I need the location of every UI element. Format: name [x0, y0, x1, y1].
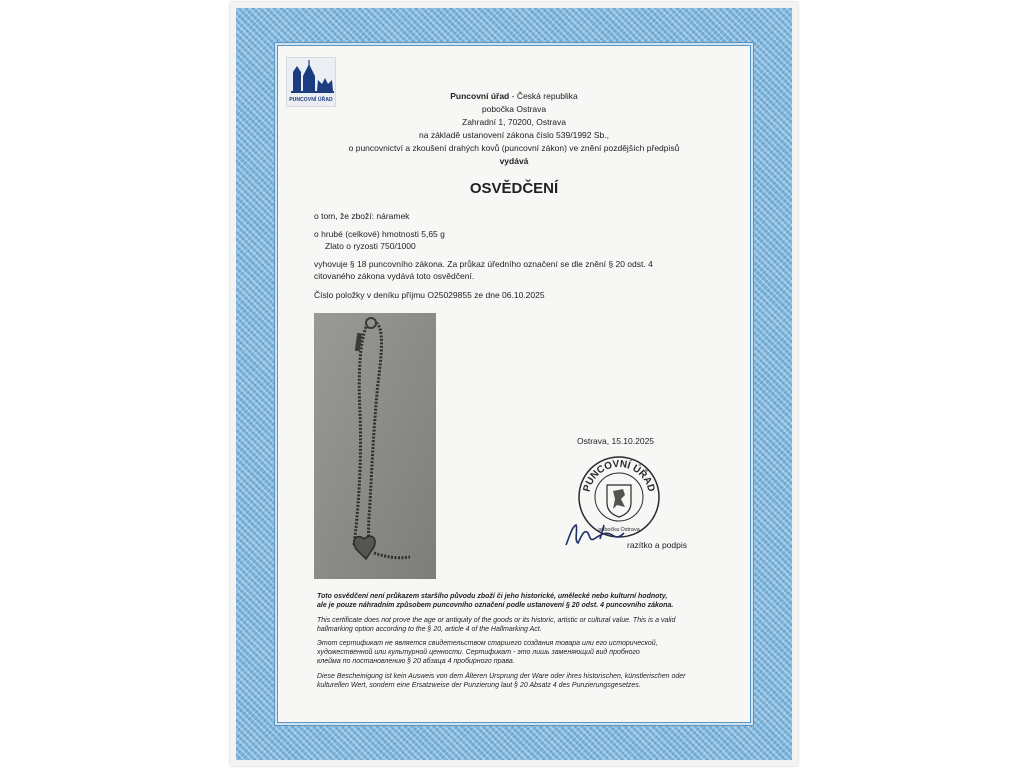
goods-line: o tom, že zboží: náramek — [314, 211, 410, 221]
bracelet-icon — [314, 313, 436, 579]
disclaimer-ru-line3: клейма по постановлению § 20 абзаца 4 пробирного права. — [317, 658, 515, 665]
branch-name: pobočka Ostrava — [481, 104, 547, 114]
disclaimer-de-line2: kulturellen Wert, sondern eine Ersatzweise der Punzierung laut § 20 Absatz 4 des Punzierungsgesetzes. — [317, 682, 641, 689]
legal-basis-line2: o puncovnictví a zkoušení drahých kovů (puncovní zákon) ve znění pozdějších předpisů — [348, 143, 680, 153]
svg-text:PUNCOVNÍ ÚŘAD — [581, 458, 656, 493]
legal-basis-line1: na základě ustanovení zákona číslo 539/1992 Sb., — [419, 130, 609, 140]
item-number-line: Číslo položky v deníku příjmu O25029855 ze dne 06.10.2025 — [314, 290, 545, 300]
place-and-date: Ostrava, 15.10.2025 — [577, 436, 655, 446]
issuer-header — [277, 90, 751, 168]
branch-address: Zahradní 1, 70200, Ostrava — [462, 117, 566, 127]
disclaimer-de-line1: Diese Bescheinigung ist kein Ausweis von dem Älteren Ursprung der Ware oder ihres historischen, künstlerischen oder — [317, 673, 686, 680]
issues-label: vydává — [499, 156, 529, 166]
compliance-line2: citovaného zákona vydává toto osvědčení. — [314, 271, 475, 281]
logo-caption: PUNCOVNÍ ÚŘAD — [289, 97, 333, 103]
weight-line: o hrubé (celkové) hmotnosti 5,65 g — [314, 229, 445, 239]
disclaimer-cz-line2: ale je pouze náhradním způsobem puncovního označení podle ustanovení § 20 odst. 4 puncovního zákona. — [317, 602, 674, 609]
metal-line: Zlato o ryzosti 750/1000 — [325, 241, 416, 251]
stamp-bottom-text: pobočka Ostrava — [598, 527, 640, 533]
certificate-content — [277, 45, 751, 723]
disclaimer-cz-line1: Toto osvědčení není průkazem staršího původu zboží či jeho historické, umělecké nebo kulturní hodnoty, — [317, 593, 668, 600]
bracelet-photo — [314, 313, 436, 579]
office-country: - Česká republika — [509, 91, 578, 101]
certificate-sheet — [230, 2, 798, 766]
compliance-line1: vyhovuje § 18 puncovního zákona. Za průkaz úředního označení se dle znění § 20 odst. 4 — [314, 259, 653, 269]
disclaimer-en-line1: This certificate does not prove the age or antiquity of the goods or its historic, artistic or cultural value. This is a valid — [317, 617, 676, 624]
disclaimer-ru-line2: художественной или культурной ценности. Сертификат - это лишь заменяющий вид пробного — [317, 649, 640, 656]
office-name-line — [277, 90, 751, 103]
disclaimer-ru-line1: Этот сертификат не является свидетельством старшего создания товара или его исторической, — [317, 640, 658, 647]
stamp-top-text: PUNCOVNÍ ÚŘAD — [581, 458, 657, 494]
certificate-title: OSVĚDČENÍ — [469, 180, 559, 197]
office-name: Puncovní úřad — [450, 91, 510, 101]
disclaimer-en-line2: hallmarking option according to the § 20, article 4 of the Hallmarking Act. — [317, 626, 542, 633]
signature-label: razítko a podpis — [627, 540, 688, 550]
